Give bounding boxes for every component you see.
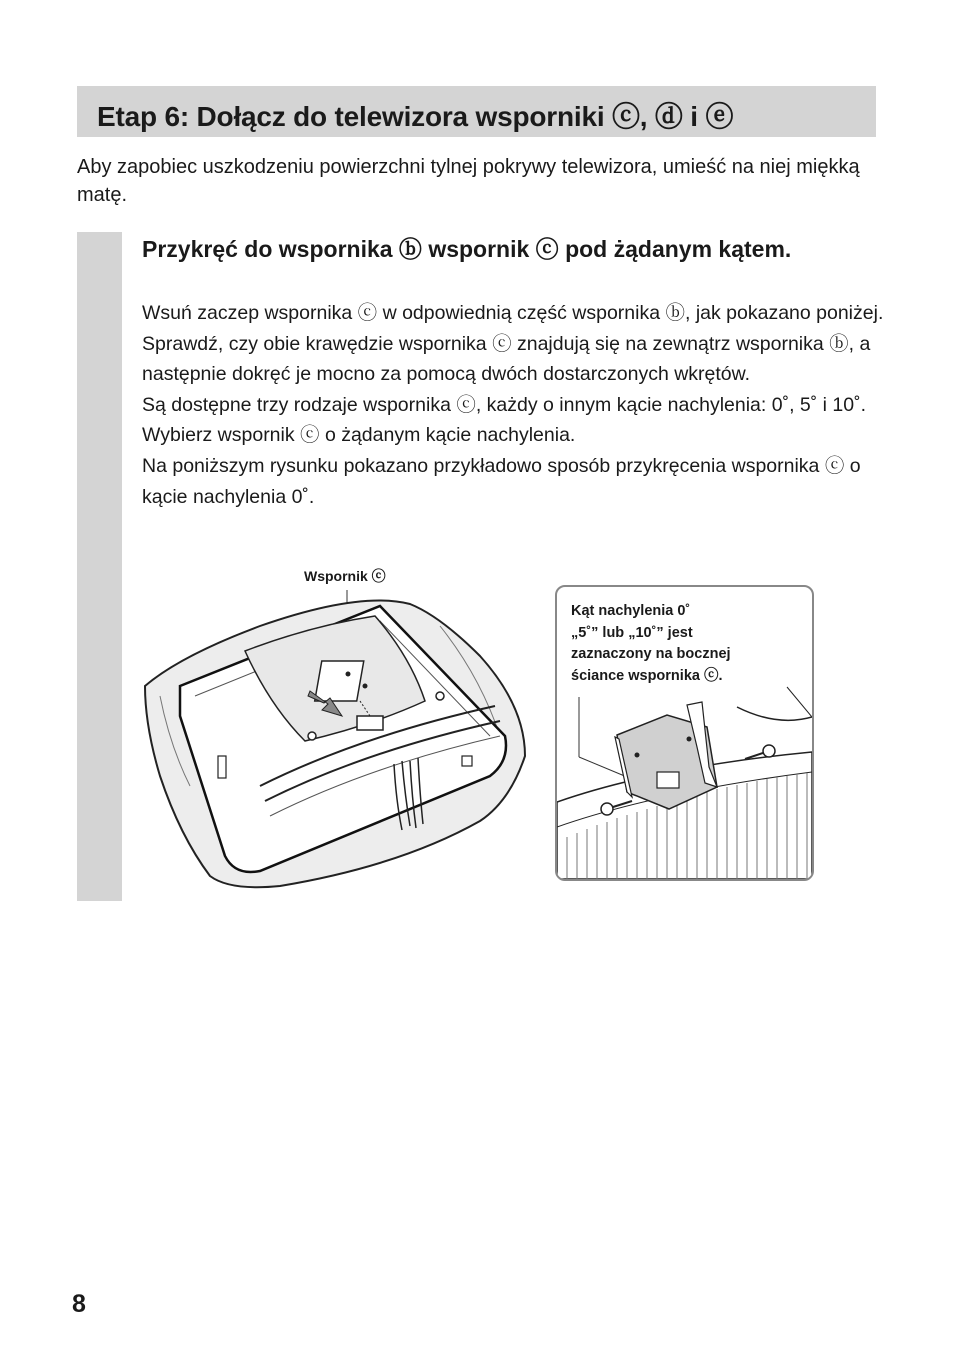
tilt-note-line-1: Kąt nachylenia 0˚ <box>571 603 691 619</box>
step-heading: Przykręć do wspornika ⓑ wspornik ⓒ pod żądanym kątem. <box>142 236 792 262</box>
tv-back-illustration <box>140 586 540 896</box>
step-paragraph-3: Na poniższym rysunku pokazano przykładowo sposób przykręcenia wspornika ⓒ o kącie nachylenia 0˚. <box>142 454 861 508</box>
tilt-note-line-3: zaznaczony na bocznej <box>571 646 731 662</box>
step-side-stripe <box>77 232 122 901</box>
tilt-angle-note <box>571 601 801 687</box>
step-title: Etap 6: Dołącz do telewizora wsporniki ⓒ, ⓓ i ⓔ <box>97 101 734 132</box>
step-paragraph-1: Wsuń zaczep wspornika ⓒ w odpowiednią część wspornika ⓑ, jak pokazano poniżej. Sprawdź, czy obie krawędzie wspornika ⓒ znajdują się na zewnątrz wspornika ⓑ, a następnie dokręć je mocno za pomocą dwóch dostarczonych wkrętów. <box>142 302 884 386</box>
step-body <box>142 298 892 512</box>
tilt-note-line-4: ściance wspornika ⓒ. <box>571 667 723 684</box>
step-header-bar <box>77 86 876 137</box>
bracket-detail-inset <box>555 585 814 881</box>
intro-paragraph: Aby zapobiec uszkodzeniu powierzchni tylnej pokrywy telewizora, umieść na niej miękką matę. <box>77 156 860 206</box>
page-number: 8 <box>72 1290 86 1318</box>
step-paragraph-2: Są dostępne trzy rodzaje wspornika ⓒ, każdy o innym kącie nachylenia: 0˚, 5˚ i 10˚. Wybierz wspornik ⓒ o żądanym kącie nachylenia. <box>142 393 867 447</box>
tilt-note-line-2: „5˚” lub „10˚” jest <box>571 624 693 641</box>
bracket-c-label: Wspornik ⓒ <box>304 568 386 584</box>
